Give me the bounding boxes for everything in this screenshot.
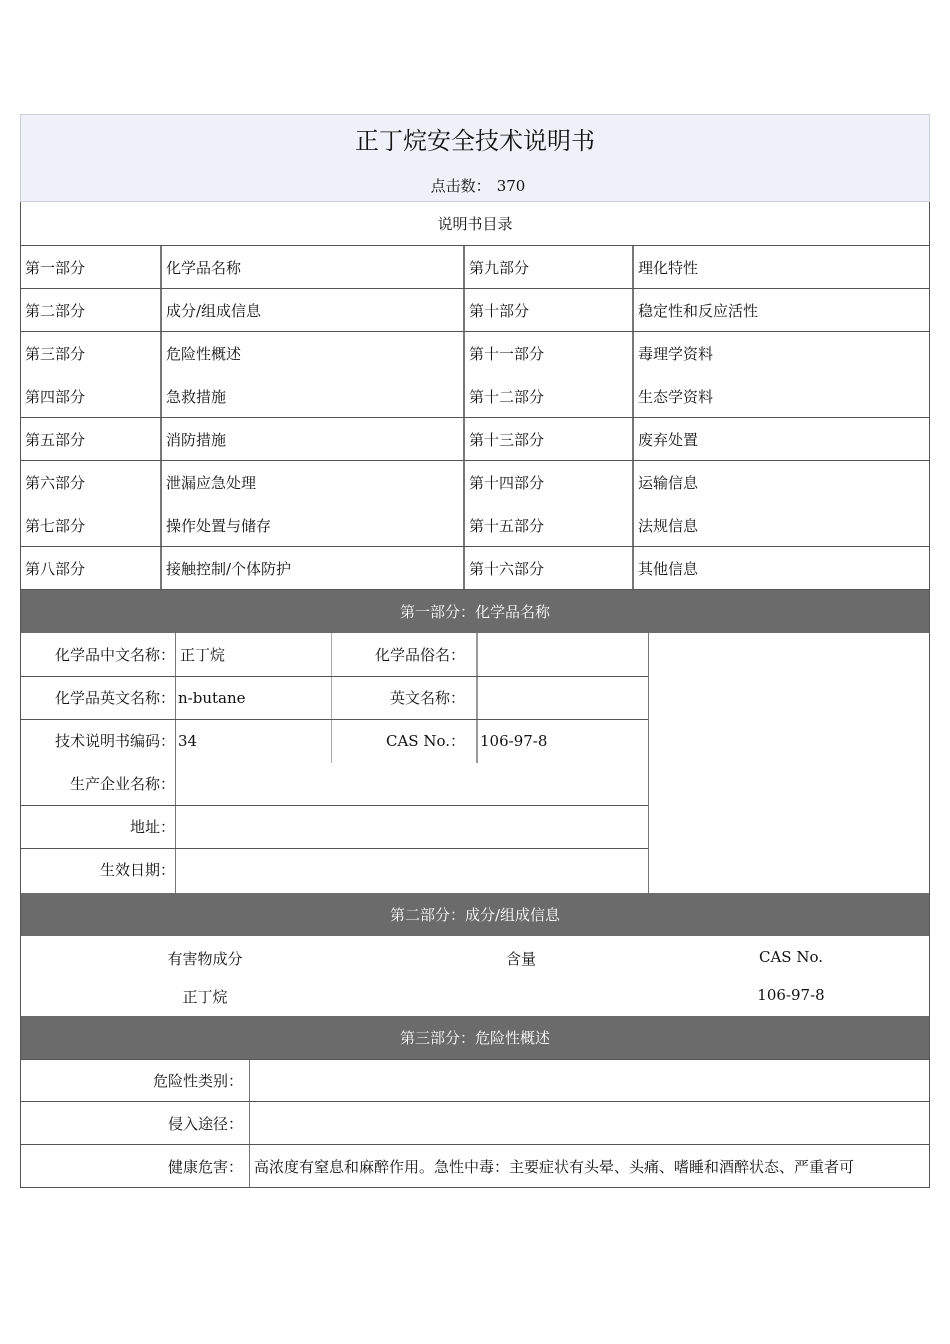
toc-part-title[interactable]: 危险性概述: [160, 332, 463, 375]
toc-part-number[interactable]: 第九部分: [463, 246, 632, 288]
cn-name-label: 化学品中文名称：: [54, 646, 175, 664]
table-of-contents: [20, 246, 930, 590]
toc-part-title[interactable]: 毒理学资料: [632, 332, 929, 375]
code-label: 技术说明书编码：: [54, 732, 175, 750]
toc-part-number[interactable]: 第十一部分: [463, 332, 632, 375]
toc-row: [20, 289, 930, 332]
en-name-value: n-butane: [178, 688, 246, 707]
toc-row: [20, 246, 930, 289]
toc-part-title[interactable]: 化学品名称: [160, 246, 463, 288]
hazard-class-row: [20, 1059, 930, 1102]
click-counter-label: 点击数：: [430, 177, 491, 195]
toc-part-number[interactable]: 第四部分: [25, 387, 86, 406]
cn-name-value: 正丁烷: [180, 646, 226, 664]
component-column-header: 有害物成分: [167, 950, 243, 968]
toc-part-title[interactable]: 运输信息: [632, 461, 929, 504]
route-value: [249, 1102, 929, 1144]
toc-row: [20, 547, 930, 590]
route-row: [20, 1102, 930, 1145]
health-hazard-label: 健康危害：: [167, 1157, 243, 1176]
toc-part-number[interactable]: 第六部分: [25, 474, 86, 492]
document-header: [20, 114, 930, 202]
route-label: 侵入途径：: [167, 1114, 243, 1133]
toc-part-number[interactable]: 第十六部分: [463, 547, 632, 589]
toc-row: [20, 332, 930, 375]
toc-part-number[interactable]: 第十部分: [463, 289, 632, 331]
toc-part-title[interactable]: 泄漏应急处理: [160, 461, 463, 504]
toc-part-title[interactable]: 其他信息: [632, 547, 929, 589]
toc-part-title[interactable]: 生态学资料: [632, 375, 929, 417]
en-name-label: 化学品英文名称：: [54, 689, 175, 707]
toc-part-title[interactable]: 消防措施: [160, 418, 463, 460]
section3-heading: 第三部分：危险性概述: [20, 1016, 930, 1059]
toc-heading: 说明书目录: [20, 202, 930, 246]
toc-row: [20, 461, 930, 504]
content-column-header: 含量: [505, 950, 537, 968]
cas-label: CAS No.：: [385, 732, 465, 750]
toc-part-number[interactable]: 第十二部分: [463, 375, 632, 417]
section1-heading: 第一部分：化学品名称: [20, 590, 930, 633]
toc-part-number[interactable]: 第七部分: [25, 516, 86, 535]
toc-part-title[interactable]: 废弃处置: [632, 418, 929, 460]
code-value: 34: [178, 731, 198, 750]
page-title: 正丁烷安全技术说明书: [355, 127, 595, 155]
toc-part-title[interactable]: 成分/组成信息: [160, 289, 463, 331]
toc-part-number[interactable]: 第十五部分: [463, 504, 632, 546]
click-counter: [21, 175, 929, 196]
section2-body: [20, 936, 930, 1016]
effective-date-label: 生效日期：: [99, 861, 175, 879]
section1-body: [20, 633, 930, 893]
toc-part-number[interactable]: 第五部分: [25, 430, 86, 449]
toc-part-number[interactable]: 第二部分: [25, 301, 86, 320]
cas-column-header: CAS No.: [758, 948, 824, 966]
toc-part-title[interactable]: 法规信息: [632, 504, 929, 546]
toc-part-title[interactable]: 接触控制/个体防护: [160, 547, 463, 589]
component-value: 正丁烷: [182, 988, 228, 1006]
toc-part-number[interactable]: 第一部分: [25, 258, 86, 277]
cas-value: 106-97-8: [480, 731, 548, 750]
component-cas-value: 106-97-8: [757, 986, 825, 1004]
address-label: 地址：: [129, 818, 175, 836]
common-name-label: 化学品俗名：: [374, 646, 465, 664]
msds-document: [20, 114, 930, 1188]
section2-heading: 第二部分：成分/组成信息: [20, 893, 930, 936]
health-hazard-value: 高浓度有窒息和麻醉作用。急性中毒：主要症状有头晕、头痛、嗜睡和酒醉状态、严重者可: [249, 1145, 929, 1187]
toc-row: [20, 504, 930, 547]
toc-row: [20, 418, 930, 461]
en-alt-name-label: 英文名称：: [389, 689, 465, 707]
toc-part-number[interactable]: 第十三部分: [463, 418, 632, 460]
toc-part-title[interactable]: 操作处置与储存: [160, 504, 463, 546]
toc-part-number[interactable]: 第三部分: [25, 345, 86, 363]
hazard-class-label: 危险性类别：: [152, 1072, 243, 1090]
toc-part-title[interactable]: 急救措施: [160, 375, 463, 417]
click-counter-value: 370: [496, 177, 526, 195]
toc-part-title[interactable]: 稳定性和反应活性: [632, 289, 929, 331]
maker-label: 生产企业名称：: [69, 775, 175, 793]
toc-part-number[interactable]: 第十四部分: [463, 461, 632, 504]
hazard-class-value: [249, 1060, 929, 1101]
toc-part-title[interactable]: 理化特性: [632, 246, 929, 288]
health-hazard-row: [20, 1145, 930, 1188]
toc-row: [20, 375, 930, 418]
toc-part-number[interactable]: 第八部分: [25, 559, 86, 578]
